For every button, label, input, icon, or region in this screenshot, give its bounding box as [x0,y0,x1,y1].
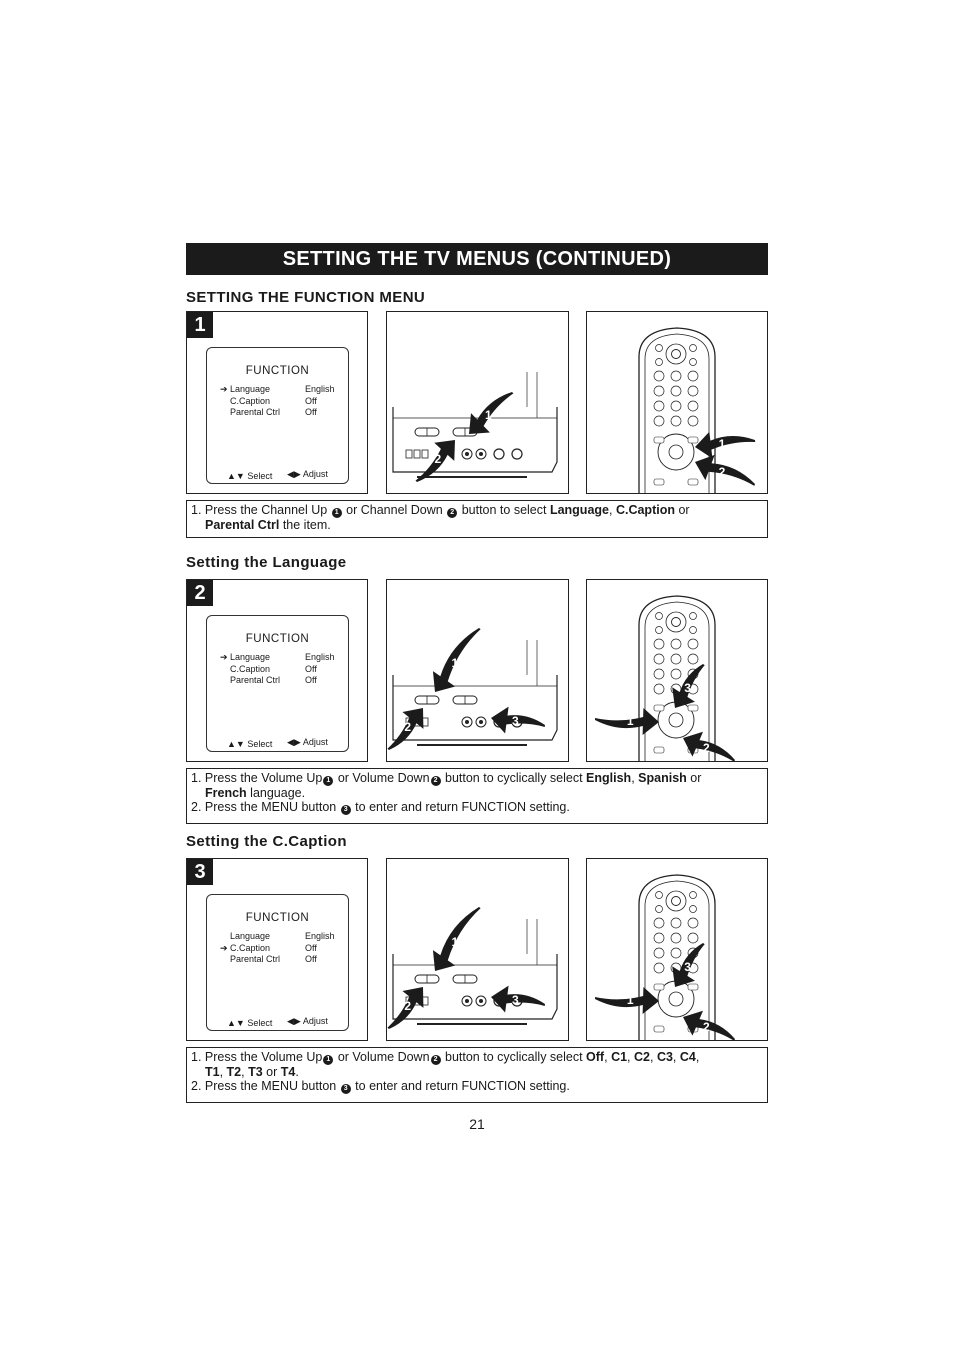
instruction-text: to enter and return FUNCTION setting. [351,800,570,814]
callout-label: 3 [511,714,519,729]
instruction-text: or [686,771,702,785]
button-number-dot: 1 [323,1055,333,1065]
step-number: 3 [187,859,213,885]
option-name: French [205,786,247,800]
remote-key [688,386,698,396]
remote-illustration [639,328,755,493]
instruction-text: . [295,1065,299,1079]
menu-item [207,384,348,395]
menu-title: FUNCTION [245,912,310,924]
instruction-text: or [674,503,690,517]
remote-illustration [595,596,735,761]
function-menu-screen [206,615,349,752]
remote-panel [586,858,768,1041]
page-title: SETTING THE TV MENUS (CONTINUED) [186,243,768,275]
step-number: 1 [187,312,213,338]
step-index: 1. [191,771,202,785]
menu-item [207,652,348,663]
button-number-dot: 1 [323,776,333,786]
instruction-text: or [262,1065,281,1079]
instruction-step [191,1050,759,1065]
remote-panel [586,579,768,762]
remote-key [671,371,681,381]
menu-item [207,931,348,942]
menu-item-value: English [305,384,335,394]
instruction-text: , [609,503,616,517]
callout-label: 2 [404,998,412,1013]
step-index: 1. [191,1050,202,1064]
remote-key [654,654,664,664]
remote-key [654,416,664,426]
instruction-text: language. [246,786,306,800]
callout-label: 1 [485,408,492,423]
remote-key [654,933,664,943]
remote-key [688,371,698,381]
callout-label: 1 [626,714,634,729]
adjust-hint [287,1016,328,1027]
menu-item-label: C.Caption [230,663,271,674]
tv-panel [386,858,569,1041]
adjust-label: Adjust [302,1016,328,1026]
instruction-text: , [695,1050,700,1064]
remote-key [671,654,681,664]
remote-illustration [595,875,735,1040]
instruction-step [191,771,759,786]
menu-item-label: Parental Ctrl [230,675,281,685]
option-name: Spanish [638,771,687,785]
callout-label: 3 [684,960,691,975]
left-right-arrow-icon: ◀▶ [287,1016,303,1026]
instruction-box [186,1047,768,1103]
section-title: SETTING THE FUNCTION MENU [186,289,426,306]
remote-key [688,654,698,664]
tv-panel [386,311,569,494]
callout-label: 3 [511,993,519,1008]
selection-arrow-icon: ➔ [220,942,228,953]
instruction-text: , [649,1050,657,1064]
menu-item-label: Parental Ctrl [230,407,281,417]
instruction-text: , [672,1050,680,1064]
option-name: C.Caption [615,503,675,517]
instruction-step [191,800,759,815]
remote-key [671,639,681,649]
menu-item-label: C.Caption [230,942,271,953]
remote-key [671,401,681,411]
selection-arrow-icon: ➔ [220,384,228,394]
remote-key [654,401,664,411]
instruction-text: button to select [458,503,550,517]
step-number: 2 [187,580,213,606]
remote-key [654,948,664,958]
left-right-arrow-icon: ◀▶ [287,737,303,747]
option-name: Off [586,1050,605,1064]
instruction-text: or Volume Down [334,1050,430,1064]
tv-illustration [387,907,557,1029]
adjust-label: Adjust [302,469,328,479]
remote-key [671,669,681,679]
osd-panel [186,579,368,762]
instruction-text: Press the MENU button [204,1079,340,1093]
menu-item-label: C.Caption [230,395,271,406]
tv-jack [422,450,428,458]
power-button [672,897,681,906]
remote-key [654,684,664,694]
step-index: 2. [191,1079,202,1093]
instruction-text: , [604,1050,612,1064]
instruction-text: , [241,1065,249,1079]
instruction-text: Press the MENU button [204,800,340,814]
remote-key [688,639,698,649]
button-number-dot: 3 [341,805,351,815]
callout-label: 1 [451,656,459,671]
menu-title: FUNCTION [245,633,310,645]
button-number-dot: 3 [341,1084,351,1094]
adjust-hint [287,469,328,480]
callout-label: 2 [434,451,442,466]
function-menu-screen [206,894,349,1031]
menu-item-value: English [305,931,335,941]
adjust-hint [287,737,328,748]
remote-key [654,918,664,928]
instruction-text: to enter and return FUNCTION setting. [351,1079,570,1093]
select-hint [227,471,272,481]
instruction-text: button to cyclically select [441,1050,587,1064]
option-name: T3 [248,1065,263,1079]
option-name: C3 [656,1050,673,1064]
up-down-arrow-icon: ▲▼ [227,1018,248,1028]
osd-panel [186,858,368,1041]
step-index: 2. [191,800,202,814]
option-name: C1 [611,1050,628,1064]
menu-item [207,407,348,418]
callout-label: 1 [626,993,634,1008]
remote-key [671,948,681,958]
section-title: Setting the C.Caption [186,833,347,850]
function-menu-screen [206,347,349,484]
left-right-arrow-icon: ◀▶ [287,469,303,479]
remote-key [654,386,664,396]
tv-illustration [393,372,557,482]
option-name: Parental Ctrl [205,518,280,532]
callout-label: 2 [703,1019,710,1034]
instruction-text: , [627,1050,634,1064]
instruction-text: , [219,1065,227,1079]
adjust-label: Adjust [302,737,328,747]
instruction-text: the item. [279,518,331,532]
button-number-dot: 1 [332,508,342,518]
menu-item [207,954,348,965]
menu-item-value: Off [305,675,317,685]
remote-key [671,918,681,928]
menu-item-value: Off [305,954,317,964]
instruction-box [186,500,768,538]
menu-item-label: Language [230,931,271,941]
select-hint [227,739,272,749]
section-title: Setting the Language [186,554,347,571]
remote-panel [586,311,768,494]
instruction-text: or Volume Down [334,771,430,785]
menu-item [207,675,348,686]
up-down-arrow-icon: ▲▼ [227,471,248,481]
select-label: Select [247,471,273,481]
tv-panel [386,579,569,762]
instruction-text: or Channel Down [342,503,447,517]
remote-key [654,639,664,649]
remote-key [688,416,698,426]
button-number-dot: 2 [431,1055,441,1065]
remote-key [671,933,681,943]
remote-key [654,371,664,381]
instruction-text: , [631,771,639,785]
menu-item-label: Parental Ctrl [230,954,281,964]
remote-key [671,416,681,426]
select-hint [227,1018,272,1028]
menu-item-label: Language [230,652,271,662]
tv-knob [512,449,522,459]
instruction-text: Press the Channel Up [204,503,331,517]
callout-label: 1 [451,935,459,950]
selection-arrow-icon: ➔ [220,652,228,662]
select-label: Select [247,739,273,749]
instruction-text: Press the Volume Up [204,771,323,785]
remote-key [688,933,698,943]
page-number: 21 [469,1116,485,1132]
menu-title: FUNCTION [245,365,310,377]
select-label: Select [247,1018,273,1028]
menu-item-value: Off [305,407,317,417]
tv-knob [494,449,504,459]
remote-key [688,918,698,928]
callout-label: 2 [703,740,710,755]
instruction-text: Press the Volume Up [204,1050,323,1064]
step-index: 1. [191,503,202,517]
up-down-arrow-icon: ▲▼ [227,739,248,749]
osd-panel [186,311,368,494]
menu-item-value: Off [305,663,317,674]
tv-jack [414,450,420,458]
menu-item [207,396,348,407]
menu-item [207,943,348,954]
menu-item-label: Language [230,384,271,394]
instruction-continuation [191,1065,759,1079]
power-button [672,350,681,359]
option-name: C2 [634,1050,650,1064]
remote-key [654,963,664,973]
instruction-box [186,768,768,824]
button-number-dot: 2 [447,508,457,518]
option-name: T2 [226,1065,242,1079]
menu-item-value: Off [305,942,317,953]
option-name: Language [549,503,609,517]
callout-label: 3 [684,681,691,696]
menu-item-value: English [305,652,335,662]
tv-illustration [387,628,557,750]
callout-label: 2 [718,464,726,479]
button-number-dot: 2 [431,776,441,786]
instruction-continuation [191,786,759,800]
menu-item [207,664,348,675]
menu-item-value: Off [305,395,317,406]
instruction-continuation [191,518,759,532]
power-button [672,618,681,627]
option-name: C4 [679,1050,696,1064]
callout-label: 1 [718,436,726,451]
remote-key [671,386,681,396]
instruction-step [191,1079,759,1094]
option-name: T4 [280,1065,296,1079]
instruction-text: button to cyclically select [441,771,587,785]
remote-key [654,669,664,679]
remote-key [688,401,698,411]
tv-jack [406,450,412,458]
option-name: English [586,771,632,785]
instruction-step [191,503,759,518]
callout-label: 2 [404,719,412,734]
option-name: T1 [205,1065,220,1079]
